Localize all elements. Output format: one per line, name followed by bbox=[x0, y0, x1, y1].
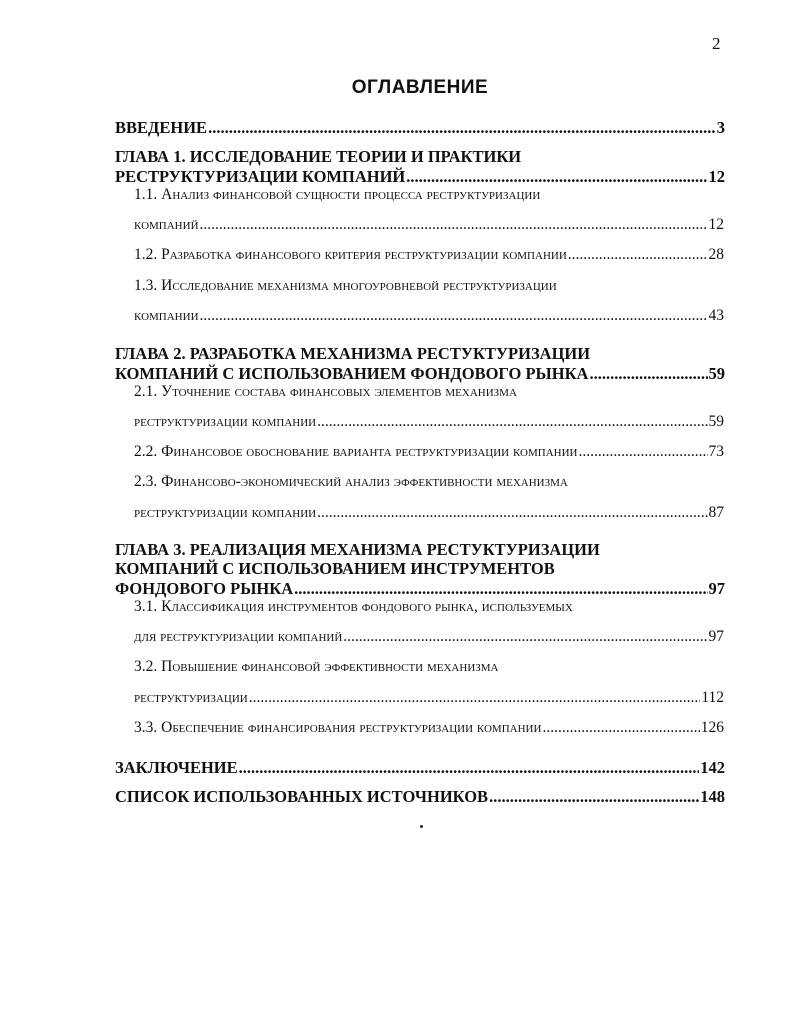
entry-label: РЕСТРУКТУРИЗАЦИИ КОМПАНИЙ bbox=[115, 167, 406, 186]
chapter-2-heading[interactable]: ГЛАВА 2. РАЗРАБОТКА МЕХАНИЗМА РЕСТУКТУРИЗАЦИИ bbox=[115, 344, 591, 363]
entry-label: КОМПАНИЙ С ИСПОЛЬЗОВАНИЕМ ФОНДОВОГО РЫНКА bbox=[115, 364, 589, 383]
chapter-3-heading-line-1[interactable]: ГЛАВА 3. РЕАЛИЗАЦИЯ МЕХАНИЗМА РЕСТУКТУРИЗАЦИИ bbox=[115, 540, 600, 559]
toc-entry-sources[interactable] bbox=[115, 787, 725, 807]
dot-leader bbox=[239, 758, 700, 778]
toc-entry-chapter-1[interactable] bbox=[115, 167, 725, 187]
page-number: 2 bbox=[712, 34, 721, 53]
dot-leader bbox=[343, 628, 707, 646]
entry-label: реструктуризации компании bbox=[134, 413, 317, 430]
section-2-3-title[interactable]: 2.3. Финансово-экономический анализ эффективности механизма bbox=[134, 473, 568, 490]
entry-page: 59 bbox=[708, 413, 724, 430]
dot-leader bbox=[317, 504, 707, 522]
entry-page: 73 bbox=[708, 443, 724, 460]
entry-page: 12 bbox=[708, 216, 724, 233]
section-1-1-title[interactable]: 1.1. Анализ финансовой сущности процесса реструктуризации bbox=[134, 186, 541, 203]
toc-entry-section-1-1[interactable] bbox=[134, 216, 724, 234]
entry-label: СПИСОК ИСПОЛЬЗОВАННЫХ ИСТОЧНИКОВ bbox=[115, 787, 489, 806]
section-3-1-title[interactable]: 3.1. Классификация инструментов фондового рынка, используемых bbox=[134, 598, 573, 615]
toc-entry-section-1-3[interactable] bbox=[134, 307, 724, 325]
entry-label: ЗАКЛЮЧЕНИЕ bbox=[115, 758, 238, 777]
entry-page: 3 bbox=[716, 118, 725, 137]
entry-page: 28 bbox=[708, 246, 724, 263]
toc-entry-conclusion[interactable] bbox=[115, 758, 725, 778]
dot-leader bbox=[200, 307, 708, 325]
entry-page: 59 bbox=[708, 364, 725, 383]
toc-entry-section-2-3[interactable] bbox=[134, 504, 724, 522]
toc-entry-introduction[interactable] bbox=[115, 118, 725, 138]
dot-leader bbox=[249, 689, 701, 707]
toc-entry-chapter-2[interactable] bbox=[115, 364, 725, 384]
section-3-2-title[interactable]: 3.2. Повышение финансовой эффективности механизма bbox=[134, 658, 499, 675]
toc-entry-section-3-1[interactable] bbox=[134, 628, 724, 646]
entry-label: компаний bbox=[134, 216, 199, 233]
dot-leader bbox=[568, 246, 708, 264]
entry-page: 126 bbox=[700, 719, 724, 736]
dot-leader bbox=[317, 413, 707, 431]
toc-title: ОГЛАВЛЕНИЕ bbox=[351, 77, 489, 98]
entry-page: 12 bbox=[708, 167, 725, 186]
entry-label: ФОНДОВОГО РЫНКА bbox=[115, 579, 294, 598]
entry-label: 1.2. Разработка финансового критерия реструктуризации компании bbox=[134, 246, 567, 263]
entry-label: реструктуризации bbox=[134, 689, 248, 706]
entry-page: 97 bbox=[708, 579, 725, 598]
toc-entry-section-3-2[interactable] bbox=[134, 689, 724, 707]
dot-leader bbox=[406, 167, 707, 187]
dot-leader bbox=[200, 216, 708, 234]
scan-speck bbox=[420, 825, 423, 828]
toc-entry-section-1-2[interactable] bbox=[134, 246, 724, 264]
entry-label: 2.2. Финансовое обоснование варианта реструктуризации компании bbox=[134, 443, 578, 460]
dot-leader bbox=[208, 118, 716, 138]
entry-page: 87 bbox=[708, 504, 724, 521]
toc-entry-section-2-1[interactable] bbox=[134, 413, 724, 431]
entry-page: 43 bbox=[708, 307, 724, 324]
entry-label: для реструктуризации компаний bbox=[134, 628, 343, 645]
entry-label: 3.3. Обеспечение финансирования реструктуризации компании bbox=[134, 719, 542, 736]
entry-label: реструктуризации компании bbox=[134, 504, 317, 521]
dot-leader bbox=[579, 443, 708, 461]
toc-entry-section-3-3[interactable] bbox=[134, 719, 724, 737]
dot-leader bbox=[489, 787, 699, 807]
chapter-3-heading-line-2[interactable]: КОМПАНИЙ С ИСПОЛЬЗОВАНИЕМ ИНСТРУМЕНТОВ bbox=[115, 559, 555, 578]
section-2-1-title[interactable]: 2.1. Уточнение состава финансовых элементов механизма bbox=[134, 383, 517, 400]
toc-entry-section-2-2[interactable] bbox=[134, 443, 724, 461]
entry-label: ВВЕДЕНИЕ bbox=[115, 118, 208, 137]
dot-leader bbox=[542, 719, 699, 737]
entry-label: компании bbox=[134, 307, 199, 324]
entry-page: 142 bbox=[700, 758, 725, 777]
section-1-3-title[interactable]: 1.3. Исследование механизма многоуровневой реструктуризации bbox=[134, 277, 557, 294]
chapter-1-heading[interactable]: ГЛАВА 1. ИССЛЕДОВАНИЕ ТЕОРИИ И ПРАКТИКИ bbox=[115, 147, 522, 166]
dot-leader bbox=[589, 364, 707, 384]
dot-leader bbox=[294, 579, 707, 599]
entry-page: 148 bbox=[700, 787, 725, 806]
toc-entry-chapter-3[interactable] bbox=[115, 579, 725, 599]
entry-page: 112 bbox=[701, 689, 724, 706]
entry-page: 97 bbox=[708, 628, 724, 645]
